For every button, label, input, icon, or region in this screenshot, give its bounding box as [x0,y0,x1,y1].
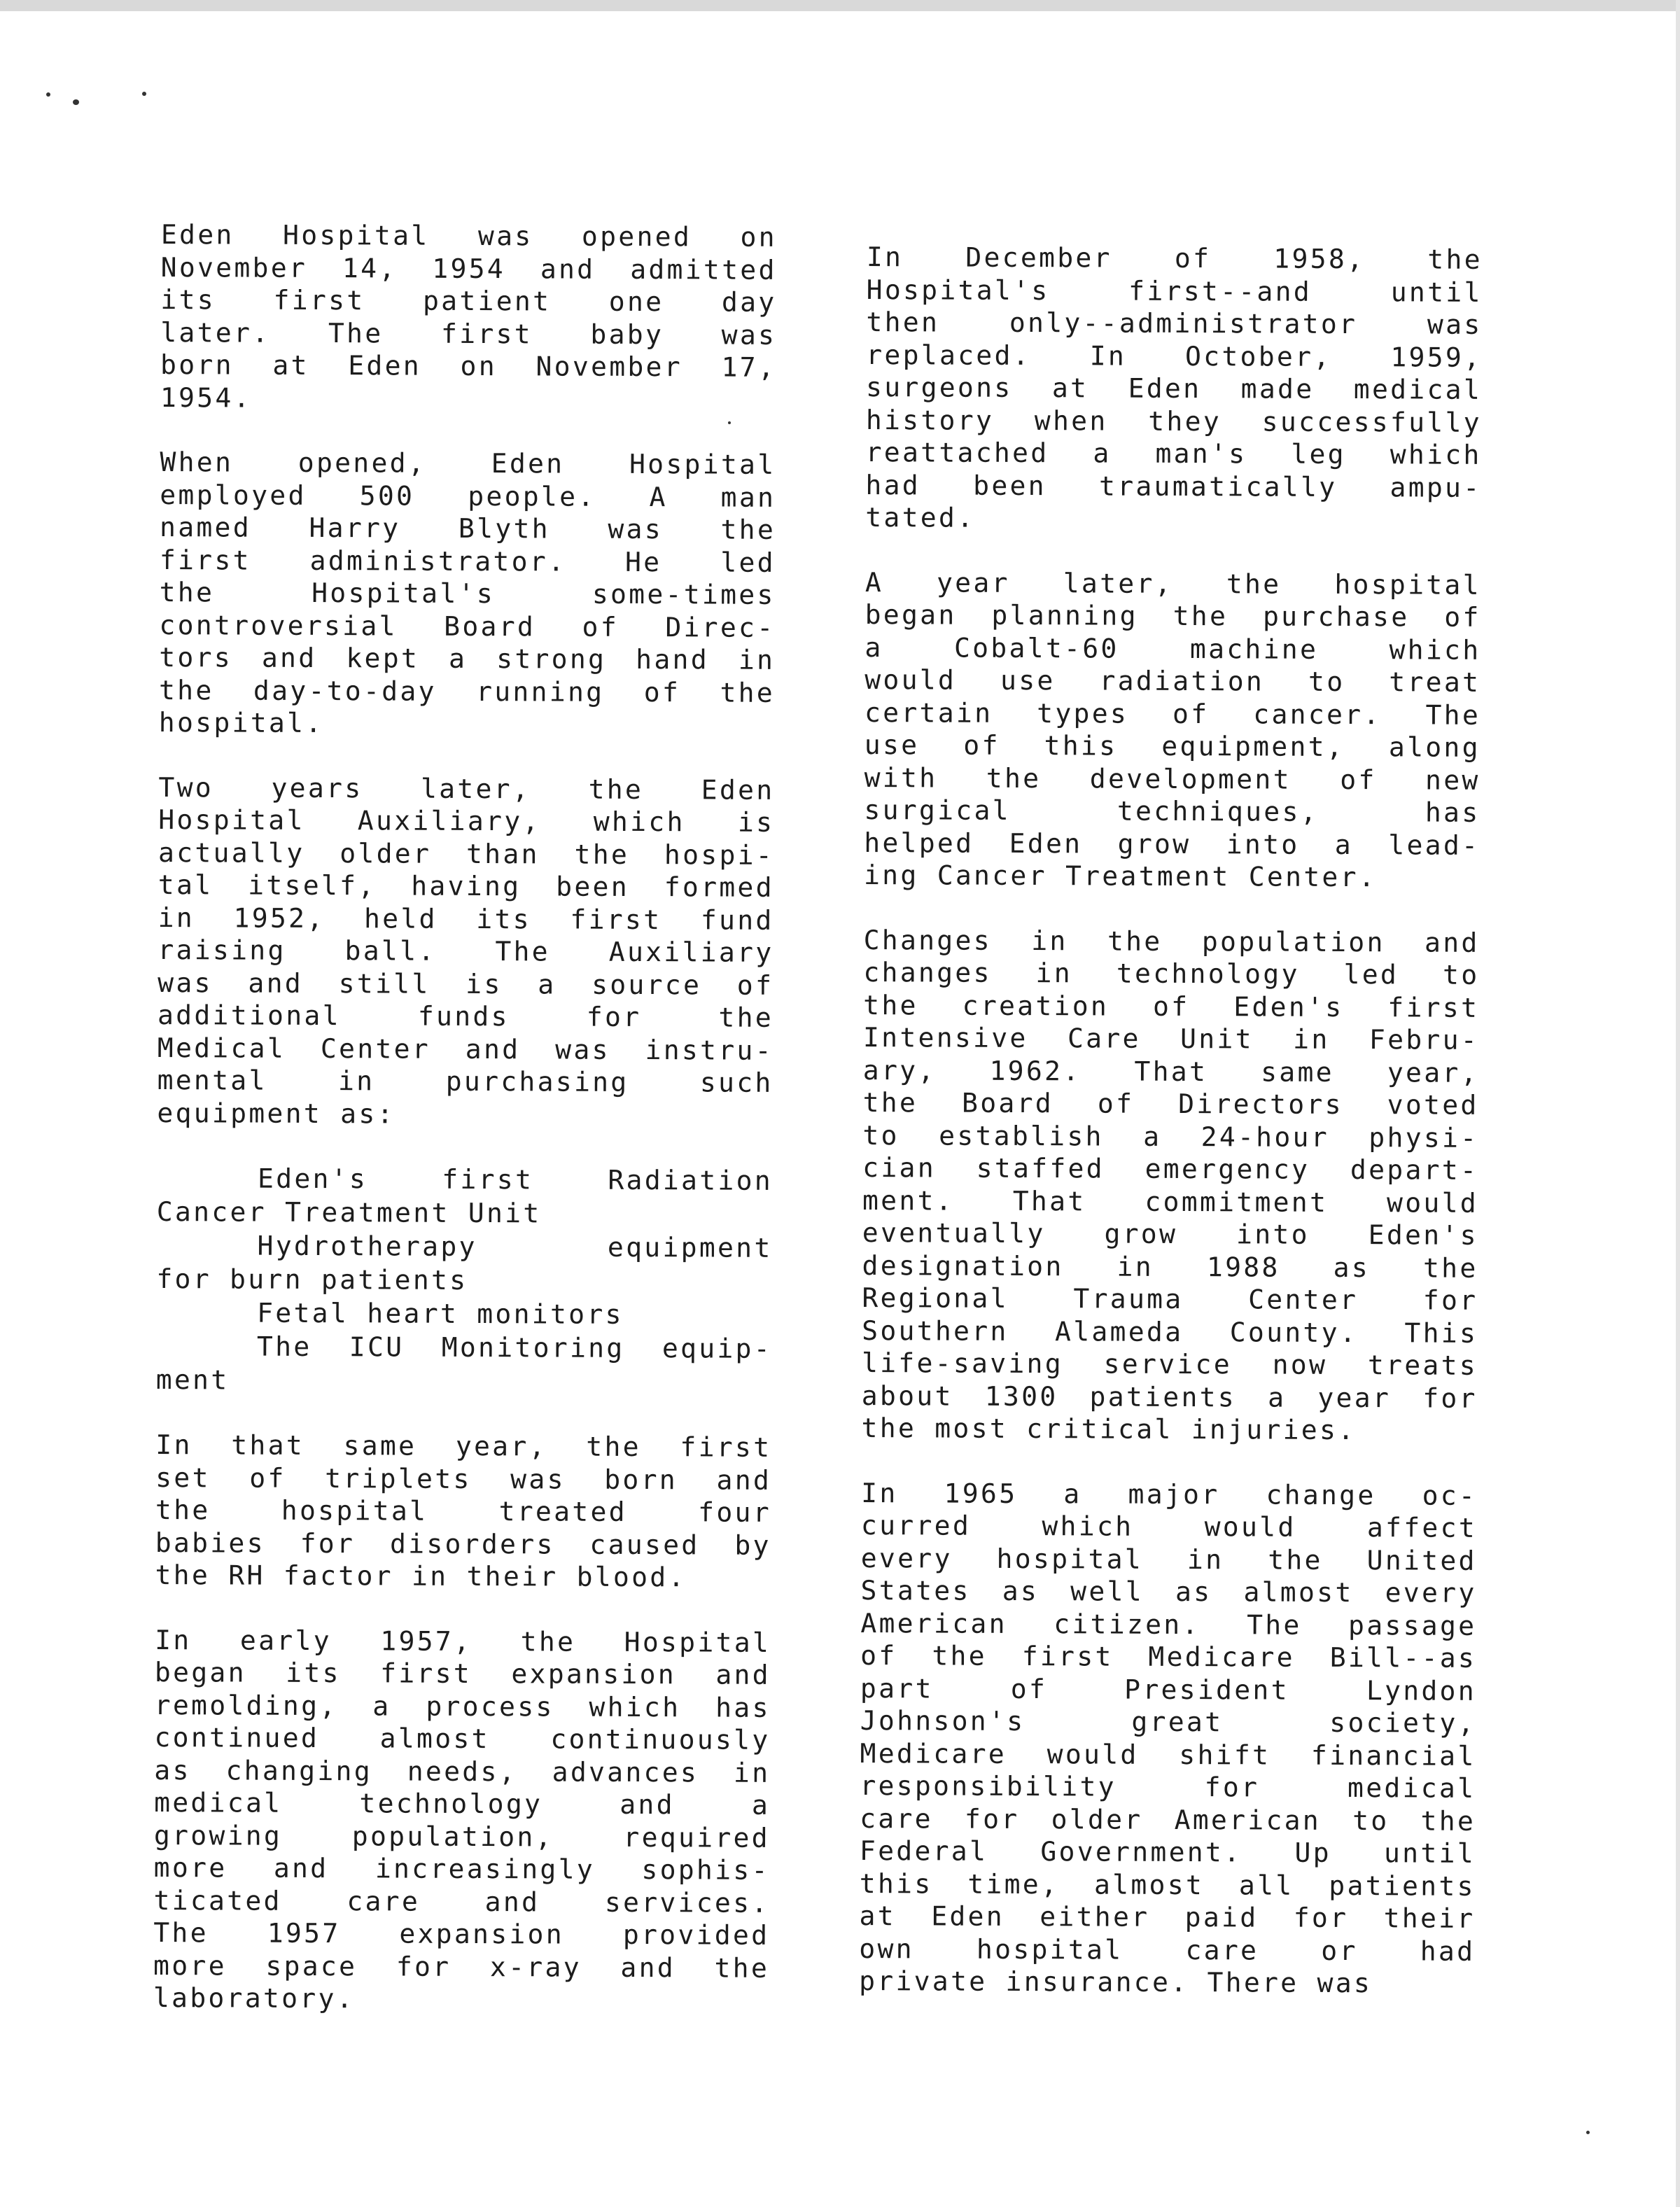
text-line: In that same year, the first [155,1429,772,1463]
paragraph [153,1623,771,2017]
text-line: In early 1957, the Hospital [155,1624,771,1658]
text-line: ing Cancer Treatment Center. [863,859,1378,893]
text-line: Medical Center and was instru- [157,1032,774,1066]
text-line: laboratory. [153,1982,355,2015]
text-line: the creation of Eden's first [863,989,1480,1023]
text-line: the Hospital's some-times [159,576,776,610]
text-line: every hospital in the United [860,1542,1477,1576]
text-line: actually older than the hospi- [158,836,775,871]
text-line: use of this equipment, along [864,729,1480,763]
text-line: Johnson's great society, [860,1704,1476,1739]
text-line: at Eden either paid for their [859,1900,1476,1934]
list-item-continuation: for burn patients [156,1263,468,1296]
text-line: mental in purchasing such [157,1064,774,1098]
list-item: The ICU Monitoring equip- [256,1331,773,1364]
text-line: own hospital care or had [859,1933,1476,1967]
text-line: Federal Government. Up until [859,1835,1476,1869]
text-line: Medicare would shift financial [860,1737,1476,1772]
list-item: Eden's first Radiation [257,1163,774,1196]
text-line: first administrator. He led [159,544,776,578]
paragraph [861,923,1479,1447]
text-line: surgeons at Eden made medical [865,371,1483,405]
text-line: controversial Board of Direc- [159,609,776,643]
text-line: of the first Medicare Bill--as [860,1639,1477,1674]
text-line: was and still is a source of [158,967,774,1001]
text-line: the day-to-day running of the [158,674,776,708]
text-line: Hospital Auxiliary, which is [158,804,775,838]
text-line: continued almost continuously [154,1721,771,1756]
text-line: set of triplets was born and [155,1462,772,1496]
text-line: ment. That commitment would [862,1184,1479,1219]
text-line: cian staffed emergency depart- [862,1151,1479,1186]
text-line: had been traumatically ampu- [865,469,1482,503]
text-line: about 1300 patients a year for [861,1380,1478,1414]
text-line: medical technology and a [154,1786,771,1821]
list-item: Hydrotherapy equipment [257,1230,773,1263]
text-line: babies for disorders caused by [155,1527,771,1561]
text-line: Hospital's first--and until [866,274,1483,308]
text-line: Two years later, the Eden [158,771,775,806]
text-line: born at Eden on November 17, [160,349,777,383]
list-item-continuation: ment [155,1364,230,1396]
text-line: States as well as almost every [860,1574,1477,1609]
text-line: Eden Hospital was opened on [160,219,777,253]
text-line: 1954. [160,381,252,414]
text-line: hospital. [158,706,324,739]
text-line: helped Eden grow into a lead- [864,827,1480,861]
text-line: as changing needs, advances in [154,1754,771,1788]
text-line: Intensive Care Unit in Febru- [862,1021,1480,1056]
text-line: Changes in the population and [863,924,1480,958]
text-line: a Cobalt-60 machine which [864,631,1481,666]
text-line: more space for x-ray and the [153,1949,770,1984]
paragraph [864,566,1481,894]
text-line: surgical techniques, has [864,794,1480,828]
paragraph [859,1476,1477,2000]
text-line: to establish a 24-hour physi- [862,1119,1479,1154]
text-line: reattached a man's leg which [865,436,1482,470]
text-line: in 1952, held its first fund [158,902,774,936]
text-line: tal itself, having been formed [158,869,774,903]
text-line: the RH factor in their blood. [155,1559,687,1593]
list-item-continuation: Cancer Treatment Unit [156,1196,542,1229]
paragraph [159,446,776,741]
text-line: designation in 1988 as the [862,1249,1478,1284]
text-line: replaced. In October, 1959, [866,339,1483,373]
paragraph [157,771,774,1131]
text-line: Southern Alameda County. This [862,1315,1478,1349]
left-column [153,218,777,2049]
text-line: named Harry Blyth was the [159,511,776,545]
text-line: In 1965 a major change oc- [861,1477,1478,1511]
text-line: ary, 1962. That same year, [862,1054,1479,1088]
text-line: remolding, a process which has [154,1689,771,1723]
equipment-list [156,1161,773,1399]
text-line: the hospital treated four [155,1494,772,1528]
text-line: began its first expansion and [154,1656,771,1690]
text-line: November 14, 1954 and admitted [160,251,777,286]
text-line: tated. [865,501,976,533]
text-line: later. The first baby was [160,316,777,351]
text-line: growing population, required [153,1819,771,1854]
text-line: this time, almost all patients [859,1868,1476,1902]
text-line: more and increasingly sophis- [153,1851,770,1886]
text-line: American citizen. The passage [860,1607,1477,1641]
text-line: Regional Trauma Center for [862,1282,1478,1316]
text-line: The 1957 expansion provided [153,1917,770,1951]
text-line: the Board of Directors voted [862,1086,1479,1121]
text-line: ticated care and services. [153,1884,770,1919]
paragraph [865,241,1483,536]
list-item: Fetal heart monitors [257,1297,624,1330]
right-column [859,241,1483,2032]
text-line: then only--administrator was [866,306,1483,340]
text-line: its first patient one day [160,283,777,318]
text-line: In December of 1958, the [866,241,1483,275]
text-line: with the development of new [864,762,1480,796]
text-line: curred which would affect [860,1509,1478,1543]
text-line: responsibility for medical [860,1770,1476,1804]
text-line: raising ball. The Auxiliary [158,934,774,968]
text-line: part of President Lyndon [860,1672,1477,1707]
text-line: equipment as: [157,1097,396,1129]
text-line: began planning the purchase of [864,598,1481,633]
text-line: changes in technology led to [863,956,1480,990]
text-line: history when they successfully [865,404,1482,438]
text-line: additional funds for the [157,999,774,1033]
text-line: When opened, Eden Hospital [160,446,776,480]
paragraph [155,1429,771,1594]
text-line: A year later, the hospital [864,566,1481,601]
text-line: life-saving service now treats [861,1347,1478,1381]
text-line: care for older American to the [860,1802,1476,1837]
text-line: employed 500 people. A man [160,479,776,513]
paragraph [160,218,777,416]
text-line: eventually grow into Eden's [862,1217,1478,1251]
text-line: certain types of cancer. The [864,696,1481,731]
text-line: would use radiation to treat [864,664,1481,698]
text-line: tors and kept a strong hand in [159,641,776,675]
text-line: private insurance. There was [859,1965,1373,1999]
text-line: the most critical injuries. [861,1412,1357,1446]
